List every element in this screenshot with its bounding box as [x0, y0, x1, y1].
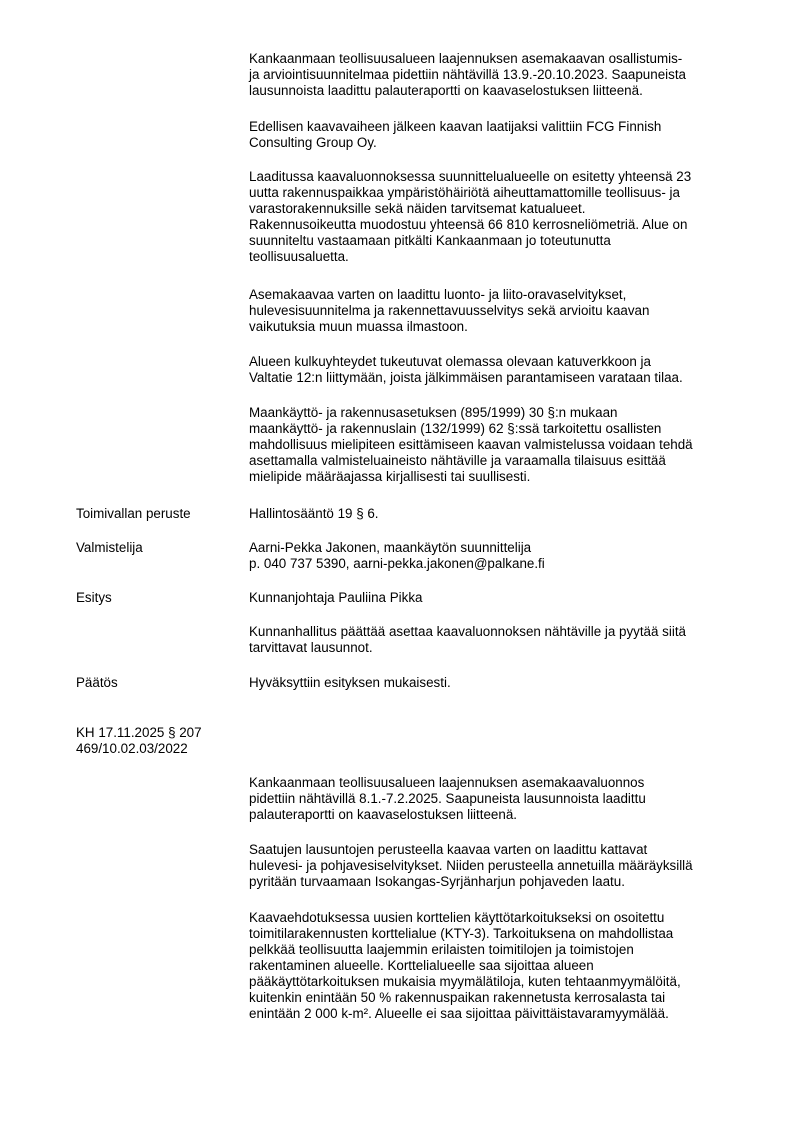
paragraph-draft-displayed: Kankaanmaan teollisuusalueen laajennuksen asemakaavaluonnos pidettiin nähtävillä 8.1.-7.2.2025. Saapuneista lausunnoista laadittu palauteraportti on kaavaselostuksen liitteenä. — [249, 775, 646, 822]
kh-record-number: 469/10.02.03/2022 — [76, 741, 188, 756]
paragraph-block-usage: Kaavaehdotuksessa uusien korttelien käyttötarkoitukseksi on osoitettu toimitilarakennusten korttelialue (KTY-3). Tarkoituksena on mahdollistaa pelkkää teollisuutta laajemmin erilaisten toimitilojen ja toimistojen rakentaminen alueelle. Korttelialueelle saa sijoittaa alueen pääkäyttötarkoituksen mukaisia myymälätiloja, kuten tehtaanmyymälöitä, kuitenkin enintään 50 % rakennuspaikan rakennetusta kerrosalasta tai enintään 2 000 k-m². Alueelle ei saa sijoittaa päivittäistavaramyymälää. — [249, 910, 681, 1021]
value-valmistelija: Aarni-Pekka Jakonen, maankäytön suunnittelija p. 040 737 5390, aarni-pekka.jakonen@palkane.fi — [249, 540, 545, 571]
label-esitys: Esitys — [76, 590, 112, 605]
paragraph-legal-basis: Maankäyttö- ja rakennusasetuksen (895/1999) 30 §:n mukaan maankäyttö- ja rakennuslain (132/1999) 62 §:ssä tarkoitettu osallisten mahdollisuus mielipiteen esittämiseen kaavan valmistelussa voidaan tehdä asettamalla valmisteluaineisto nähtäville ja varaamalla tilaisuus esittää mielipide määräajassa kirjallisesti tai suullisesti. — [249, 405, 693, 484]
label-toimivallan-peruste: Toimivallan peruste — [76, 506, 191, 521]
paragraph-traffic: Alueen kulkuyhteydet tukeutuvat olemassa olevaan katuverkkoon ja Valtatie 12:n liittymään, joista jälkimmäisen parantamiseen varataan tilaa. — [249, 354, 683, 385]
paragraph-consultant: Edellisen kaavavaiheen jälkeen kaavan laatijaksi valittiin FCG Finnish Consulting Group Oy. — [249, 119, 662, 150]
kh-meeting-reference: KH 17.11.2025 § 207 — [76, 725, 202, 740]
value-paatos: Hyväksyttiin esityksen mukaisesti. — [249, 675, 451, 690]
paragraph-participation-plan: Kankaanmaan teollisuusalueen laajennuksen asemakaavan osallistumis- ja arviointisuunnitelmaa pidettiin nähtävillä 13.9.-20.10.2023. Saapuneista lausunnoista laadittu palauteraportti on kaavaselostuksen liitteenä. — [249, 51, 686, 98]
label-paatos: Päätös — [76, 675, 118, 690]
paragraph-groundwater: Saatujen lausuntojen perusteella kaavaa varten on laadittu kattavat hulevesi- ja pohjavesiselvitykset. Niiden perusteella annetuilla määräyksillä pyritään turvaamaan Isokangas-Syrjänharjun pohjaveden laatu. — [249, 842, 693, 889]
paragraph-surveys: Asemakaavaa varten on laadittu luonto- ja liito-oravaselvitykset, hulevesisuunnitelma ja rakennettavuusselvitys sekä arvioitu kaavan vaikutuksia muun muassa ilmastoon. — [249, 287, 650, 334]
value-esitys-proposal: Kunnanhallitus päättää asettaa kaavaluonnoksen nähtäville ja pyytää siitä tarvittavat lausunnot. — [249, 624, 686, 655]
value-toimivallan-peruste: Hallintosääntö 19 § 6. — [249, 506, 379, 521]
value-esitys-presenter: Kunnanjohtaja Pauliina Pikka — [249, 590, 423, 605]
label-valmistelija: Valmistelija — [76, 540, 143, 555]
paragraph-draft-plan: Laaditussa kaavaluonnoksessa suunnittelualueelle on esitetty yhteensä 23 uutta rakennuspaikkaa ympäristöhäiriötä aiheuttamattomille teollisuus- ja varastorakennuksille sekä näiden tarvitsemat katualueet. Rakennusoikeutta muodostuu yhteensä 66 810 kerrosneliömetriä. Alue on suunniteltu vastaamaan pitkälti Kankaanmaan jo toteutunutta teollisuusaluetta. — [249, 169, 692, 264]
